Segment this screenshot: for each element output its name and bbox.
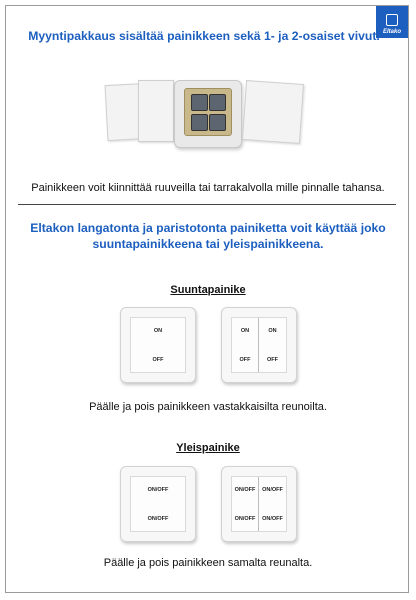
double-rocker [231,476,287,532]
rocker-label-left-bottom: ON/OFF [234,516,256,522]
double-rocker [231,317,287,373]
product-image [104,76,304,158]
module-button-icon [209,114,226,131]
section-divider [18,204,396,205]
usage-heading: Eltakon langatonta ja paristotonta painiketta voit käyttää joko suuntapainikkeena tai yleispainikkeena. [30,221,386,251]
direction-switch-title: Suuntapainike [170,284,246,296]
package-contents-heading: Myyntipakkaus sisältää painikkeen sekä 1- ja 2-osaiset vivut. [28,29,380,43]
switch-module [184,88,232,136]
logo-text: Eltako [382,29,401,35]
universal-double-switch [221,466,297,542]
universal-caption: Päälle ja pois painikkeen samalta reunalta. [103,557,313,569]
rocker-label-top: ON [153,328,163,334]
direction-double-switch [221,307,297,383]
single-rocker [130,317,186,373]
rocker-label-right-bottom: ON/OFF [262,516,283,522]
rocker-label-right-top: ON/OFF [262,487,283,493]
universal-switch-title: Yleispainike [176,442,240,454]
direction-caption: Päälle ja pois painikkeen vastakkaisilta reunoilta. [89,401,327,413]
rocker-label-bottom: OFF [152,357,164,363]
rocker-label-top: ON/OFF [147,487,169,493]
rocker-right-half [259,477,286,531]
universal-single-switch [120,466,196,542]
double-rocker-plate [242,80,304,144]
module-button-icon [209,94,226,111]
rocker-half-plate [138,80,174,142]
direction-single-switch [120,307,196,383]
mounting-caption: Painikkeen voit kiinnittää ruuveilla tai tarrakalvolla mille pinnalle tahansa. [31,182,385,194]
module-button-icon [191,94,208,111]
module-button-icon [191,114,208,131]
rocker-label-right-top: ON [268,328,277,334]
rocker-left-half [232,477,259,531]
rocker-label-right-bottom: OFF [267,357,278,363]
rocker-left-half [232,318,259,372]
rocker-label-bottom: ON/OFF [147,516,169,522]
rocker-right-half [259,318,286,372]
logo-mark-icon [386,14,398,26]
rocker-label-left-top: ON [240,328,250,334]
rocker-label-left-top: ON/OFF [234,487,256,493]
rocker-label-left-bottom: OFF [239,357,251,363]
single-rocker [130,476,186,532]
